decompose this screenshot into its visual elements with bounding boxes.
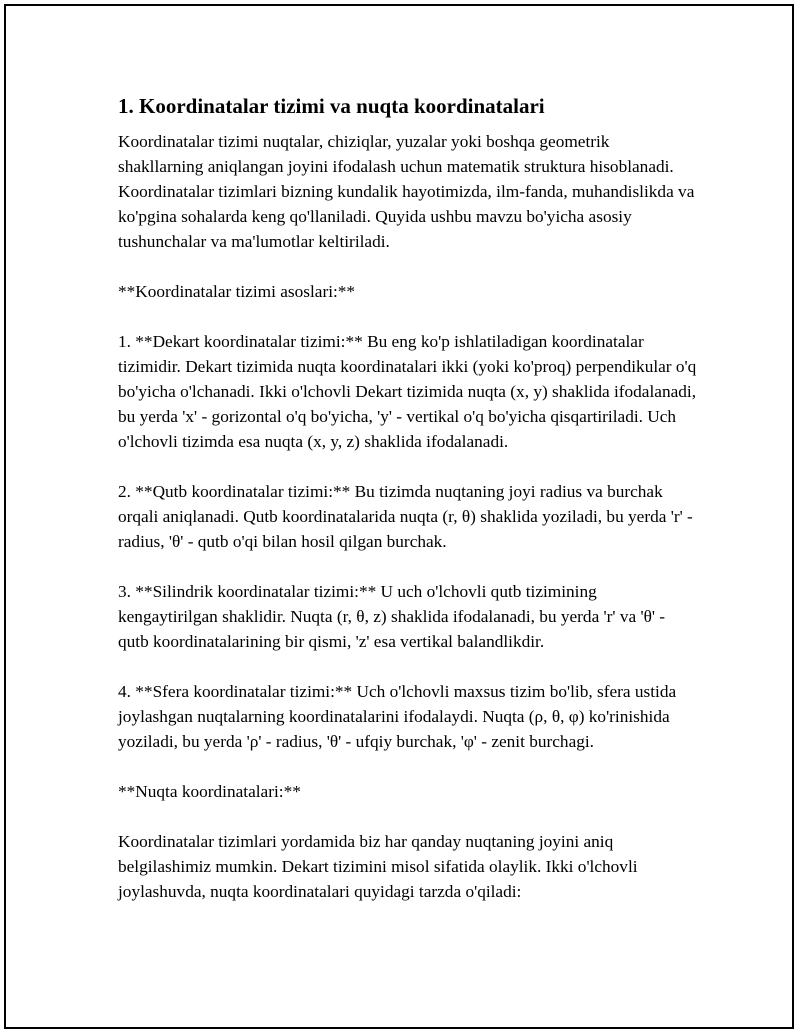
list-item-spherical: 4. **Sfera koordinatalar tizimi:** Uch o'lchovli maxsus tizim bo'lib, sfera ustida joylashgan nuqtalarning koordinatalarini ifodalaydi. Nuqta (ρ, θ, φ) ko'rinishida yoziladi, bu yerda 'ρ' - radius, 'θ' - ufqiy burchak, 'φ' - zenit burchagi. (118, 682, 677, 751)
list-item-polar: 2. **Qutb koordinatalar tizimi:** Bu tizimda nuqtaning joyi radius va burchak orqali aniqlanadi. Qutb koordinatalarida nuqta (r, θ) shaklida yoziladi, bu yerda 'r' - radius, 'θ' - qutb o'qi bilan hosil qilgan burchak. (118, 482, 693, 551)
subheading-basics: **Koordinatalar tizimi asoslari:** (118, 282, 356, 301)
document-body (118, 93, 698, 904)
section-heading: 1. Koordinatalar tizimi va nuqta koordinatalari (118, 94, 545, 118)
subheading-point-coordinates: **Nuqta koordinatalari:** (118, 782, 301, 801)
closing-paragraph: Koordinatalar tizimlari yordamida biz har qanday nuqtaning joyini aniq belgilashimiz mumkin. Dekart tizimini misol sifatida olaylik. Ikki o'lchovli joylashuvda, nuqta koordinatalari quyidagi tarzda o'qiladi: (118, 832, 638, 901)
list-item-cartesian: 1. **Dekart koordinatalar tizimi:** Bu eng ko'p ishlatiladigan koordinatalar tizimidir. Dekart tizimida nuqta koordinatalari ikki (yoki ko'proq) perpendikular o'q bo'yicha o'lchanadi. Ikki o'lchovli Dekart tizimida nuqta (x, y) shaklida ifodalanadi, bu yerda 'x' - gorizontal o'q bo'yicha, 'y' - vertikal o'q bo'yicha qisqartiriladi. Uch o'lchovli tizimda esa nuqta (x, y, z) shaklida ifodalanadi. (118, 332, 697, 451)
list-item-cylindrical: 3. **Silindrik koordinatalar tizimi:** U uch o'lchovli qutb tizimining kengaytirilgan shaklidir. Nuqta (r, θ, z) shaklida ifodalanadi, bu yerda 'r' va 'θ' - qutb koordinatalarining bir qismi, 'z' esa vertikal balandlikdir. (118, 582, 666, 651)
intro-paragraph: Koordinatalar tizimi nuqtalar, chiziqlar, yuzalar yoki boshqa geometrik shakllarning aniqlangan joyini ifodalash uchun matematik struktura hisoblanadi. Koordinatalar tizimlari bizning kundalik hayotimizda, ilm-fanda, muhandislikda va ko'pgina sohalarda keng qo'llaniladi. Quyida ushbu mavzu bo'yicha asosiy tushunchalar va ma'lumotlar keltiriladi. (118, 132, 695, 251)
